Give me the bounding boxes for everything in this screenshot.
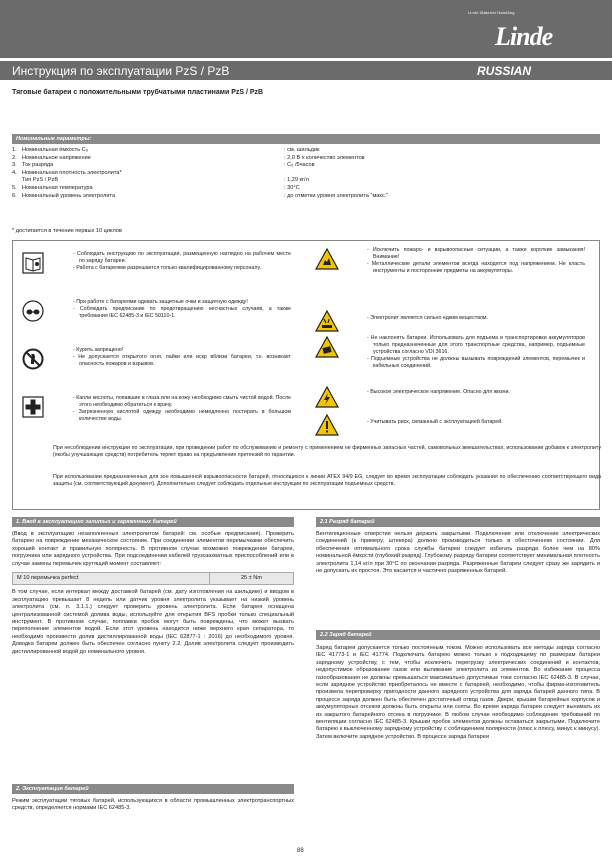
section-2-2-heading: 2.2 Заряд батарей bbox=[316, 630, 600, 640]
safety-item-corrosive bbox=[315, 309, 585, 333]
high-voltage-icon bbox=[315, 385, 339, 409]
safety-note-atex: При использовании предназначенных для зон повышенной взрывоопасности батарей, относящихся к линии ATEX 94/9 EG, следует во время эксплуатации соблюдать указания по обеспечению соответствующего вида защиты (см. соответствующий документ). Дополнительно следует соблюдать отдельные инструкции по эксплуатации подъемных средств. bbox=[53, 474, 601, 487]
safety-line: - Высокое электрическое напряжение. Опасно для жизни. bbox=[367, 389, 510, 395]
document-subtitle: Тяговые батареи с положительными трубчатыми пластинами PzS / PzB bbox=[12, 89, 264, 96]
safety-item-general bbox=[315, 413, 585, 437]
param-number: 2. bbox=[12, 154, 17, 161]
param-row bbox=[12, 155, 602, 163]
section-2-paragraph: Режим эксплуатации тяговых батарей, использующихся в области промышленных электротранспортных средств, определяется нормами IEC 62485-3. bbox=[12, 798, 294, 812]
section-2-2-paragraph: Заряд батареи допускается только постоянным током. Можно использовать все методы заряда согласно IEC 41773-1 и IEC 41774. Подключать батарею можно только к подходящему по размерам батареи зарядному устройству, с тем, чтобы исключить перегрузку электрических соединений и контактов, недопустимое образование газов или выливание электролита из элементов. Во избежание процесса газообразования не должны превышаться максимально допустимые токи согласно IEC 62485-3. В случае, если зарядное устройство приобреталось не вместе с батареей, необходимо, чтобы фирма-изготовитель произвела перепроверку пригодности данного зарядного устройства для заряда батарей данного типа. В процессе заряда должен быть обеспечен достаточный отвод газов. Двери, крышки батарейных корпусов и аккумуляторных отсеков должны быть открыты или сняты. Во время заряда батареи следует вынимать их из закрытого батарейного отсека в погрузчике. В любом случае необходимо соблюдение требований по вентиляции согласно IEC 62485-3. Крышки пробок элементов должны оставаться закрытыми. Подключите батарею к выключенному зарядному устройству с соблюдением полярности (плюс к плюсу, минус к минусу). Затем включите зарядное устройство. В процессе заряда батареи bbox=[316, 645, 600, 740]
param-number: 5. bbox=[12, 184, 17, 191]
torque-connector: M 10 перемычка perfect bbox=[13, 573, 210, 585]
explosion-warning-icon bbox=[315, 247, 339, 271]
param-number: 3. bbox=[12, 162, 17, 169]
param-row bbox=[12, 185, 602, 193]
param-number: 4. bbox=[12, 169, 17, 176]
safety-item-explosion bbox=[315, 247, 585, 275]
safety-item-tipping bbox=[315, 335, 585, 370]
brand-name: Linde Material Handling bbox=[468, 10, 515, 15]
first-aid-icon bbox=[21, 395, 45, 419]
safety-line: - Электролит является сильно едким веществом. bbox=[367, 315, 489, 321]
param-label: Тип PzS / PzB bbox=[22, 177, 59, 184]
params-heading: Номинальные параметры: bbox=[12, 134, 600, 144]
param-label: Номинальный уровень электролита bbox=[22, 192, 116, 199]
safety-item-no-smoking bbox=[21, 347, 291, 371]
section-1-paragraph: (Ввод в эксплуатацию незаполненных электролитом батарей: см. особые предписания). Проверить батарею на повреждение механическое состояние. При соединении элементов перемычками обеспечить хороший контакт и правильную полярность. В противном случае возможно повреждение батареи, погрузчика или зарядного устройства. При подсоединении кабелей грузозахватных приспособлений или в случае замены перемычек крутящий момент составляет: bbox=[12, 531, 294, 567]
param-row bbox=[12, 193, 602, 201]
section-2-heading: 2. Эксплуатация батарей bbox=[12, 784, 294, 794]
section-2-2-body bbox=[316, 645, 600, 741]
safety-line: - Исключить пожаро- и взрывоопасные ситуации, а также короткие замыкания! Внимание! bbox=[367, 247, 585, 260]
safety-line: - Капли кислоты, попавшие в глаза или на кожу необходимо смыть чистой водой. После этого необходимо обратиться к врачу. bbox=[73, 395, 291, 408]
torque-value: 25 ± Nm bbox=[209, 573, 293, 585]
param-value: : 2,0 В x количество элементов bbox=[284, 154, 365, 161]
safety-line: - Не наклонять батареи. Использовать для подъема и транспортировки аккумуляторов только предназначенные для этого транспортные средства, например, подъемные устройства согласно VDI 3616. bbox=[367, 335, 585, 355]
param-row bbox=[12, 162, 602, 170]
safety-line: - При работе с батареями одевать защитные очки и защитную одежду! bbox=[73, 299, 248, 305]
section-2-1-paragraph: Вентиляционные отверстия нельзя держать закрытыми. Подключение или отключение электрических соединений (к примеру, штекера) должно производиться только в обесточенном состоянии. Для обеспечения оптимального срока службы батареи следует избегать разряда более чем на 80% номинальной ёмкости (глубокий разряд). Глубокому разряду батареи соответствует минимальная плотность электролита 1,14 кг/л при 30°C по окончании разряда. Разряженные батареи следует сразу же зарядить и не допускать их простоя. Это касается и частично разряженных батарей. bbox=[316, 531, 600, 575]
param-value: : см. шильдик bbox=[284, 147, 320, 153]
safety-line: - Учитывать риск, связанный с эксплуатацией батарей. bbox=[367, 419, 503, 425]
safety-item-goggles bbox=[21, 299, 291, 323]
param-label: Номинальная температура bbox=[22, 184, 93, 191]
section-2-1-body bbox=[316, 531, 600, 575]
section-1-paragraph: В том случае, если интервал между доставкой батарей (см. дату изготовления на шильдике) и вводом в эксплуатацию превышает 8 недель или датчик уровня электролита указывает на низкий уровень электролита (см. п. 3.1.1.) следует проверить уровень электролита. Если батарея оснащена централизованной системой долива воды, используйте для открытия BFS пробки только специальный инструмент. В противном случае, поплавки пробок могут быть повреждены, что может вызвать переполнение элементов водой. Если этот уровень находится ниже верхнего края сепаратора, то необходимо произвести долив дистиллированной воды (IEC 62877-1 : 2016) до необходимого уровня. Доводка батареи должен быть обеспечен согласно пункту 2.2. Долив электролита следует производить дистиллированной водой до номинального уровня. bbox=[12, 589, 294, 655]
safety-line: - Не допускается открытого огня, пайки или искр вблизи батареи, т.к. возникает опасность пожаров и взрывов. bbox=[73, 354, 291, 367]
params-list bbox=[12, 147, 602, 200]
safety-line: - Соблюдать предписание по предотвращению несчастных случаев, а также требования IEC 62485-3 и IEC 50110-1. bbox=[73, 306, 291, 319]
param-number bbox=[12, 177, 22, 185]
safety-line: - Соблюдать инструкцию по эксплуатации, размещенную наглядно на рабочем месте по заряду батареи. bbox=[73, 251, 291, 264]
linde-logo: Linde bbox=[495, 22, 553, 51]
safety-note-warranty: При несоблюдении инструкции по эксплуатации, при проведении работ по обслуживанию и ремонту с применением не фирменных запасных частей, самовольных вмешательствах, использовании добавок к электролиту (якобы улучшающих средств) потребитель теряет право на предъявление претензий по гарантии. bbox=[53, 445, 601, 458]
param-label: Ток разряда bbox=[22, 162, 54, 169]
param-row bbox=[12, 170, 602, 178]
safety-line: - Курить запрещено! bbox=[73, 347, 124, 353]
tipping-warning-icon bbox=[315, 335, 339, 359]
safety-line: - Подъемные устройства не должны вызывать повреждений элементов, перемычек и кабельных соединений. bbox=[367, 356, 585, 369]
safety-item-high-voltage bbox=[315, 385, 585, 409]
section-1-heading: 1. Ввод в эксплуатацию залитых и заряженных батарей bbox=[12, 517, 294, 527]
page-number: 88 bbox=[297, 848, 304, 854]
param-row bbox=[12, 147, 602, 155]
param-number: 6. bbox=[12, 192, 17, 199]
safety-line: - Работа с батареями разрешается только квалифицированному персоналу. bbox=[73, 265, 262, 271]
param-number: 1. bbox=[12, 147, 17, 153]
torque-table bbox=[12, 572, 294, 585]
param-value: : 30°C bbox=[284, 184, 300, 191]
param-row bbox=[12, 177, 602, 185]
safety-box bbox=[12, 240, 600, 510]
language-label: RUSSIAN bbox=[477, 64, 532, 78]
manual-icon bbox=[21, 251, 45, 275]
section-2-body bbox=[12, 798, 294, 813]
section-1-body bbox=[12, 531, 294, 656]
param-value: : C₅ /5часов bbox=[284, 162, 315, 169]
general-warning-icon bbox=[315, 413, 339, 437]
param-label: Номинальная плотность электролита* bbox=[22, 169, 122, 176]
page-title: Инструкция по эксплуатации PzS / PzB bbox=[12, 64, 230, 78]
safety-line: - Металлические детали элементов всегда находятся под напряжением. Не класть инструменты и посторонние предметы на аккумуляторы. bbox=[367, 261, 585, 274]
no-smoking-icon bbox=[21, 347, 45, 371]
param-label: Номинальная ёмкость C₅ bbox=[22, 147, 88, 153]
param-label: Номинальное напряжение bbox=[22, 154, 91, 161]
param-value: : до отметки уровня электролита "макс." bbox=[284, 192, 389, 199]
section-2-1-heading: 2.1 Разряд батарей bbox=[316, 517, 600, 527]
corrosive-warning-icon bbox=[315, 309, 339, 333]
param-value: : 1,29 кг/л bbox=[284, 177, 309, 184]
safety-item-manual bbox=[21, 251, 291, 275]
safety-line: - Загрязненную кислотой одежду необходимо немедленно постирать в большом количестве воды. bbox=[73, 409, 291, 422]
safety-item-first-aid bbox=[21, 395, 291, 423]
goggles-icon bbox=[21, 299, 45, 323]
params-footnote: * достигается в течение первых 10 циклов bbox=[12, 228, 122, 234]
